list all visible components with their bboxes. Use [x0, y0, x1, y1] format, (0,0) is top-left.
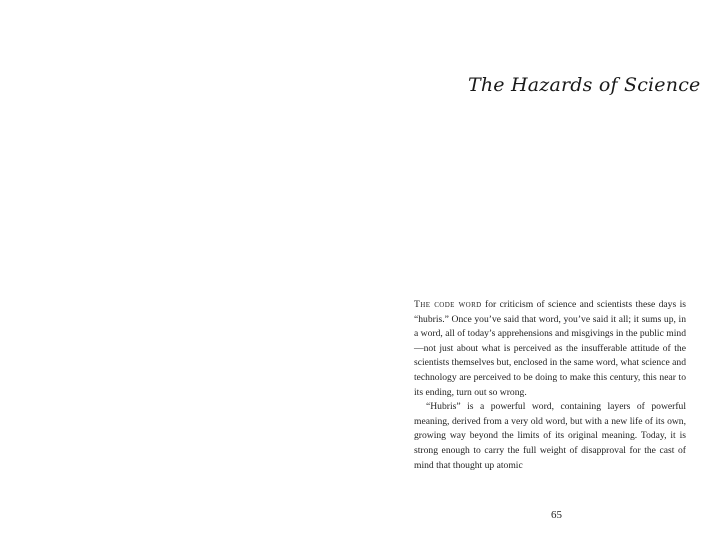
opening-words: The code word — [414, 299, 482, 310]
paragraph-1 — [414, 298, 686, 400]
page-number: 65 — [551, 509, 562, 521]
paragraph-1-text: for criticism of science and scientists these days is “hubris.” Once you’ve said that word, you’ve said it all; it sums up, in a word, all of today’s apprehensions and misgivings in the public mind—not just about what is perceived as the insufferable attitude of the scientists themselves but, enclosed in the same word, what science and technology are perceived to be doing to make this century, this near to its ending, turn out so wrong. — [414, 299, 686, 398]
body-text — [414, 298, 686, 473]
chapter-title: The Hazards of Science — [468, 74, 701, 96]
paragraph-2: “Hubris” is a powerful word, containing layers of powerful meaning, derived from a very old word, but with a new life of its own, growing way beyond the limits of its original meaning. Today, it is strong enough to carry the full weight of disapproval for the cast of mind that thought up atomic — [414, 401, 686, 471]
